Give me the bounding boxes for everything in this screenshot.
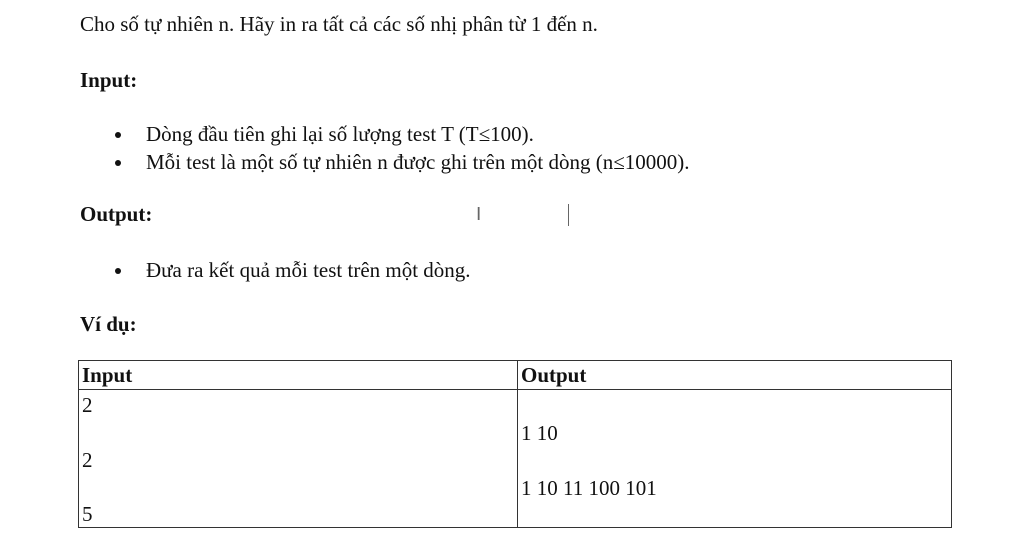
input-heading: Input:: [80, 68, 138, 92]
example-heading: Ví dụ:: [80, 312, 137, 336]
table-row: [79, 390, 952, 528]
output-line: 1 10: [521, 421, 558, 445]
example-table: [78, 360, 952, 528]
problem-statement: Cho số tự nhiên n. Hãy in ra tất cả các số nhị phân từ 1 đến n.: [80, 12, 598, 36]
input-line: 2: [82, 448, 93, 472]
table-header-input: Input: [79, 361, 518, 390]
input-bullet-item: Dòng đầu tiên ghi lại số lượng test T (T≤100).: [80, 120, 690, 148]
input-line: 5: [82, 502, 93, 526]
output-bullet-item: Đưa ra kết quả mỗi test trên một dòng.: [80, 256, 471, 284]
input-bullet-list: [80, 120, 690, 176]
table-cell-output: [518, 390, 952, 528]
output-bullet-list: [80, 256, 471, 284]
output-heading: Output:: [80, 202, 153, 226]
input-line: 2: [82, 393, 93, 417]
table-cell-input: [79, 390, 518, 528]
text-caret: [568, 204, 569, 226]
input-bullet-item: Mỗi test là một số tự nhiên n được ghi trên một dòng (n≤10000).: [80, 148, 690, 176]
table-header-output: Output: [518, 361, 952, 390]
table-header-row: [79, 361, 952, 390]
output-line: 1 10 11 100 101: [521, 476, 657, 500]
ibeam-cursor-icon: I: [476, 204, 482, 225]
